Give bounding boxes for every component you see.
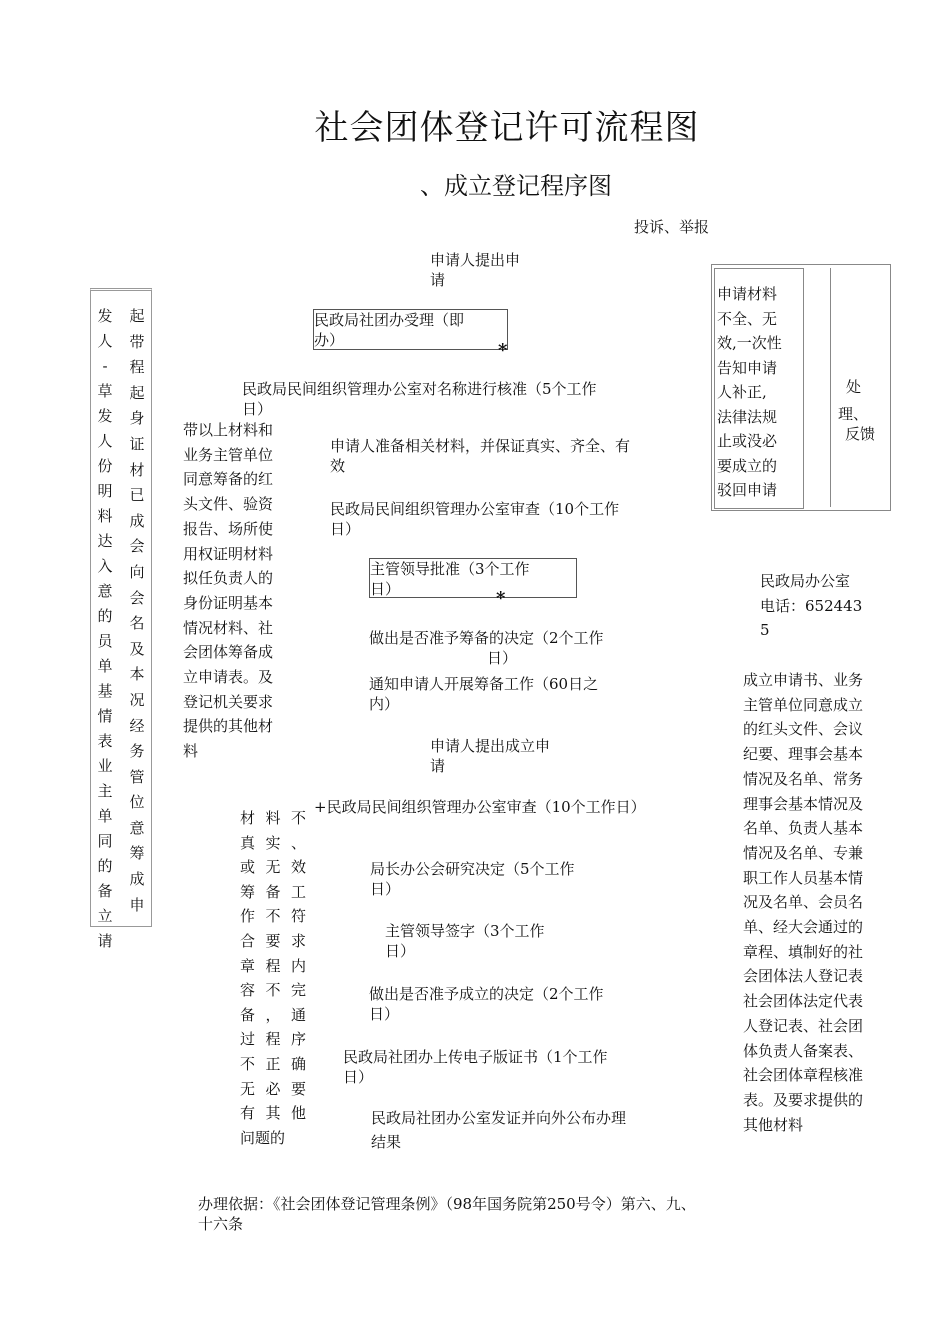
step-name-check: 民政局民间组织管理办公室对名称进行核准（5个工作 日）: [242, 380, 597, 418]
step-leader-approve-box: 主管领导批准（3个工作 日）: [369, 558, 577, 598]
feedback-label: 反馈: [845, 425, 876, 443]
process-label: 处: [846, 378, 862, 396]
step-leader-sign: 主管领导签字（3个工作 日）: [385, 922, 545, 960]
step-review-1: 民政局民间组织管理办公室审查（10个工作 日）: [330, 500, 620, 538]
complaint-label: 投诉、举报: [634, 218, 710, 236]
step-decision-prepare: 做出是否准予筹备的决定（2个工作 日）: [369, 629, 604, 667]
left-box-column-1: 发 人 - 草 发 人 份 明 料 达 入 意 的 员 单 基 情 表 业 主 单 同 的 备 立 请: [97, 307, 113, 950]
step-notify-prepare: 通知申请人开展筹备工作（60日之 内）: [369, 675, 599, 713]
materials-left-list: 带以上材料和 业务主管单位 同意筹备的红 头文件、验资 报告、场所使 用权证明材料 拟任负责人的 身份证明基本 情况材料、社 会团体筹备成 立申请表。及 登记机关要求 提供的其他材 料: [183, 421, 274, 761]
left-box-column-2: 起 带 程 起 身 证 材 已 成 会 向 会 名 及 本 况 经 务 管 位 意 筹 成 申: [129, 307, 145, 914]
legal-basis: 办理依据：《社会团体登记管理条例》（98年国务院第250号令）第六、九、 十六条: [198, 1195, 696, 1233]
step-establish-apply: 申请人提出成立申 请: [430, 737, 551, 775]
step-review-2: +民政局民间组织管理办公室审查（10个工作日）: [314, 798, 646, 816]
step-accept-box: 民政局社团办受理（即 办）: [313, 309, 508, 350]
step-apply: 申请人提出申 请: [430, 251, 521, 289]
step-director-meeting: 局长办公会研究决定（5个工作 日）: [370, 860, 575, 898]
process-label-2: 理、: [838, 405, 869, 423]
subtitle: 、成立登记程序图: [420, 172, 612, 200]
right-box-divider: [830, 268, 831, 507]
reject-reasons-list: 材 料 不 真 实 、 或 无 效 筹 备 工 作 不 符 合 要 求 章 程 内 容 不 完 备 ， 通 过 程 序 不 正 确 无 必 要 有 其 他 问题的: [240, 809, 306, 1147]
reject-notice-text: 申请材料 不全、无 效,一次性 告知申请 人补正, 法律法规 止或没必 要成立的 驳回申请: [717, 285, 782, 499]
page-title: 社会团体登记许可流程图: [314, 108, 700, 148]
materials-right-list: 成立申请书、业务 主管单位同意成立 的红头文件、会议 纪要、理事会基本 情况及名单、常务 理事会基本情况及 名单、负责人基本 情况及名单、专兼 职工作人员基本情 况及名单、会员名 单、经大会通过的 章程、填制好的社 会团体法人登记表 社会团体法定代表 人登记表、社会团 体负责人备案表、 社会团体章程核准 表。及要求提供的 其他材料: [743, 671, 864, 1134]
step-issue-certificate: 民政局社团办公室发证并向外公布办理 结果: [371, 1109, 627, 1151]
step-decision-establish: 做出是否准予成立的决定（2个工作 日）: [369, 985, 604, 1023]
step-prepare-materials: 申请人准备相关材料，并保证真实、齐全、有 效: [330, 437, 631, 475]
accept-star-mark: *: [498, 340, 508, 361]
approve-star-mark: *: [496, 588, 506, 609]
office-contact: 民政局办公室 电话：652443 5: [760, 572, 863, 640]
step-upload-certificate: 民政局社团办上传电子版证书（1个工作 日）: [343, 1048, 608, 1086]
